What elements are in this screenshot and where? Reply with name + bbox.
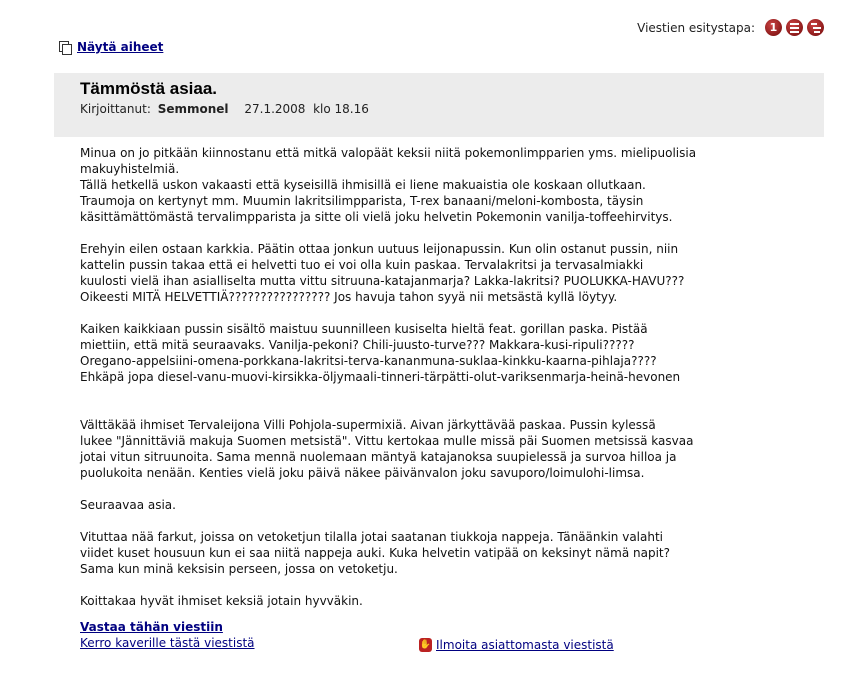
post-line: viidet kuset housuun kun ei saa niitä nappeja auki. Kuka helvetin vatipää on keksinyt nämä napit? <box>80 546 670 560</box>
display-mode-label: Viestien esitystapa: <box>637 20 755 35</box>
post-line: Sama kun minä keksisin perseen, jossa on vetoketju. <box>80 562 398 576</box>
post-line <box>80 401 696 417</box>
report-link[interactable]: Ilmoita asiattomasta viestistä <box>436 638 614 652</box>
single-view-button[interactable]: 1 <box>765 19 782 36</box>
post-line: makuyhistelmiä. <box>80 162 180 176</box>
post-line: kattelin pussin takaa että ei helvetti tuo ei voi olla kuin paskaa. Tervalakritsi ja tervasalmiakki <box>80 258 644 272</box>
post-line: Oregano-appelsiini-omena-porkkana-lakritsi-terva-kananmuna-suklaa-kinkku-kaarna-pihlaja???? <box>80 354 657 368</box>
thread-view-icon[interactable] <box>807 19 824 36</box>
post-actions <box>80 619 255 651</box>
flat-list-icon[interactable] <box>786 19 803 36</box>
post-header <box>54 73 824 137</box>
post-line: Kaiken kaikkiaan pussin sisältö maistuu suunnilleen kusiselta hieltä feat. gorillan paska. Pistää <box>80 322 648 336</box>
post-line: Koittakaa hyvät ihmiset keksiä jotain hyvväkin. <box>80 594 363 608</box>
report-action <box>419 638 614 652</box>
author-label: Kirjoittanut: <box>80 102 151 116</box>
post-line: Traumoja on kertynyt mm. Muumin lakritsilimpparista, T-rex banaani/meloni-kombosta, täysin <box>80 194 644 208</box>
post-title: Tämmöstä asiaa. <box>80 79 218 98</box>
tell-friend-link[interactable]: Kerro kaverille tästä viestistä <box>80 636 255 650</box>
post-line: Ehkäpä jopa diesel-vanu-muovi-kirsikka-öljymaali-tinneri-tärpätti-olut-variksenmarja-heinä-hevonen <box>80 370 681 384</box>
post-line: Tällä hetkellä uskon vakaasti että kyseisillä ihmisillä ei liene makuaistia ole koskaan ollutkaan. <box>80 178 646 192</box>
post-line <box>80 385 696 401</box>
post-line: Erehyin eilen ostaan karkkia. Päätin ottaa jonkun uutuus leijonapussin. Kun olin ostanut pussin, niin <box>80 242 679 256</box>
show-topics-link[interactable]: Näytä aiheet <box>77 40 164 54</box>
post-line <box>80 513 696 529</box>
post-meta <box>80 102 369 116</box>
show-topics <box>59 40 163 54</box>
stop-hand-icon: ✋ <box>419 640 432 650</box>
post-line: puolukoita nenään. Kenties vielä joku päivä näkee päivänvalon joku savuporo/loimulohi-limsa. <box>80 466 645 480</box>
post-line: Välttäkää ihmiset Tervaleijona Villi Pohjola-supermixiä. Aivan järkyttävää paskaa. Pussin kylessä <box>80 418 656 432</box>
post-line: Seuraavaa asia. <box>80 498 176 512</box>
display-mode <box>637 19 824 36</box>
post-line: Vituttaa nää farkut, joissa on vetoketjun tilalla jotai saatanan tiukkoja nappeja. Tänäänkin valahti <box>80 530 664 544</box>
post-line: käsittämättömästä tervalimpparista ja sitte oli vielä joku helvetin Pokemonin vanilja-toffeehirvitys. <box>80 210 673 224</box>
post-line: jotai vitun sitruunoita. Sama mennä nuolemaan mäntyä katajanoksa suupielessä ja survoa hilloa ja <box>80 450 677 464</box>
post-body <box>80 145 696 609</box>
pages-icon <box>59 41 72 54</box>
post-line: lukee "Jännittäviä makuja Suomen metsistä". Vittu kertokaa mulle missä päi Suomen metsissä kasvaa <box>80 434 694 448</box>
reply-link[interactable]: Vastaa tähän viestiin <box>80 620 223 634</box>
post-line: Minua on jo pitkään kiinnostanu että mitkä valopäät keksii niitä pokemonlimpparien yms. mielipuolisia <box>80 146 697 160</box>
post-time: klo 18.16 <box>313 102 369 116</box>
post-date: 27.1.2008 <box>244 102 306 116</box>
post-line <box>80 481 696 497</box>
post-line: miettiin, että mitä seuraavaks. Vanilja-pekoni? Chili-juusto-turve??? Makkara-kusi-ripuli????? <box>80 338 635 352</box>
post-line: Oikeesti MITÄ HELVETTIÄ???????????????? Jos havuja tahon syyä nii metsästä kyllä löytyy. <box>80 290 618 304</box>
author-name: Semmonel <box>157 102 229 116</box>
post-line: kuulosti vielä ihan asialliselta mutta vittu sitruuna-katajanmarja? Lakka-lakritsi? PUOLUKKA-HAVU??? <box>80 274 685 288</box>
post-line <box>80 305 696 321</box>
post-line <box>80 577 696 593</box>
post-line <box>80 225 696 241</box>
